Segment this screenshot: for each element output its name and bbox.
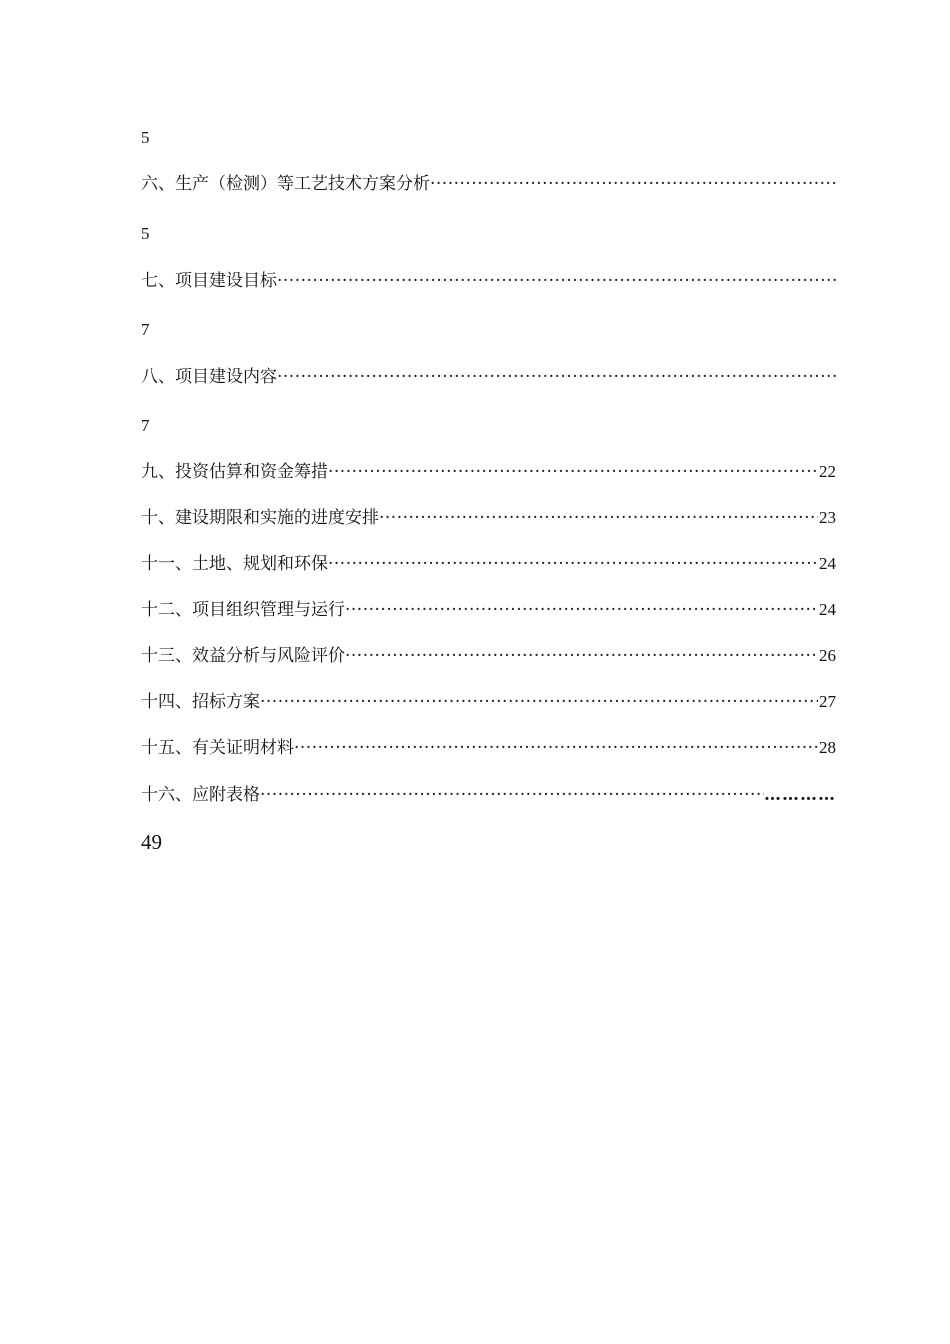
toc-entry-label: 十、建设期限和实施的进度安排: [141, 508, 379, 528]
toc-entry[interactable]: [141, 686, 836, 714]
toc-entry[interactable]: [141, 779, 836, 807]
toc-entry-label: 十二、项目组织管理与运行: [141, 600, 345, 620]
toc-entry[interactable]: [141, 732, 836, 760]
toc-leader: [430, 172, 836, 196]
toc-entry-page: 22: [819, 462, 836, 481]
toc-leader: [379, 506, 818, 530]
toc-leader-tail: …………: [764, 785, 836, 805]
toc-page-number: 5: [141, 224, 150, 243]
toc-entry-page: 27: [819, 692, 836, 711]
toc-leader: [277, 365, 836, 389]
toc-entry[interactable]: [141, 168, 836, 196]
toc-entry[interactable]: [141, 265, 836, 293]
toc-page-number: 5: [141, 128, 150, 147]
toc-leader: [328, 552, 818, 576]
toc-entry[interactable]: [141, 361, 836, 389]
toc-entry-page: 23: [819, 508, 836, 527]
toc-leader: [260, 690, 818, 714]
toc-entry[interactable]: [141, 502, 836, 530]
toc-page-number: 7: [141, 416, 150, 435]
toc-entry-label: 十六、应附表格: [141, 785, 260, 805]
toc-leader: [294, 736, 818, 760]
toc-entry-label: 十一、土地、规划和环保: [141, 554, 328, 574]
toc-entry[interactable]: [141, 456, 836, 484]
toc-entry-page: 24: [819, 600, 836, 619]
toc-leader: [345, 644, 818, 668]
toc-leader: [260, 783, 764, 807]
toc-entry-label: 十四、招标方案: [141, 692, 260, 712]
toc-leader: [328, 460, 818, 484]
toc-entry-label: 七、项目建设目标: [141, 271, 277, 291]
toc-entry[interactable]: [141, 594, 836, 622]
toc-entry-label: 八、项目建设内容: [141, 367, 277, 387]
toc-leader: [345, 598, 818, 622]
toc-entry-label: 十三、效益分析与风险评价: [141, 646, 345, 666]
toc-entry-label: 九、投资估算和资金筹措: [141, 462, 328, 482]
toc-entry-label: 十五、有关证明材料: [141, 738, 294, 758]
toc-entry-page: 24: [819, 554, 836, 573]
toc-entry-page: 28: [819, 738, 836, 757]
toc-leader: [277, 269, 836, 293]
toc-entry[interactable]: [141, 548, 836, 576]
toc-page-number: 7: [141, 320, 150, 339]
toc-page-number: 49: [141, 830, 162, 854]
toc-entry-label: 六、生产（检测）等工艺技术方案分析: [141, 174, 430, 194]
toc-entry-page: 26: [819, 646, 836, 665]
toc-entry[interactable]: [141, 640, 836, 668]
